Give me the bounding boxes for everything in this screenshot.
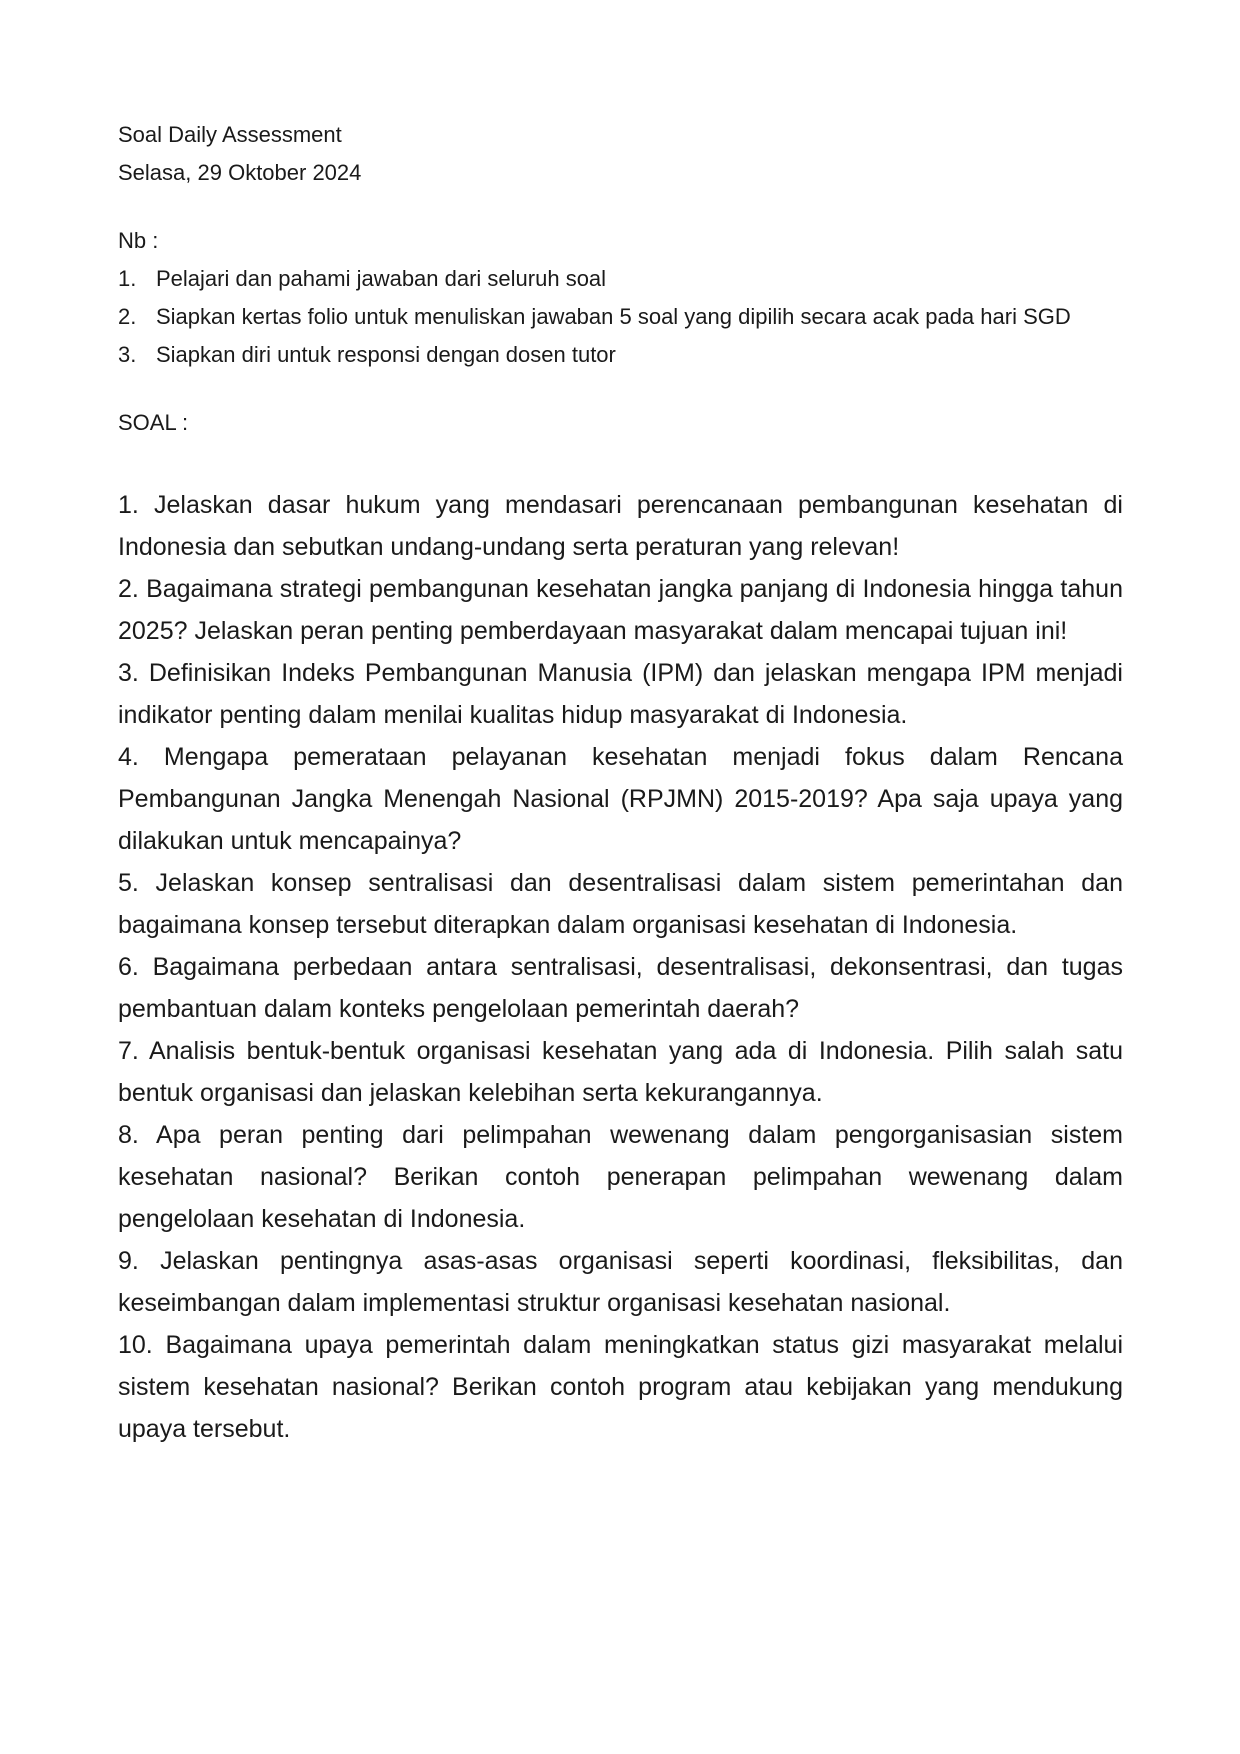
- question-item: 6. Bagaimana perbedaan antara sentralisasi, desentralisasi, dekonsentrasi, dan tugas pembantuan dalam konteks pengelolaan pemerintah daerah?: [118, 953, 1123, 1023]
- question-item: 10. Bagaimana upaya pemerintah dalam meningkatkan status gizi masyarakat melalui sistem kesehatan nasional? Berikan contoh program atau kebijakan yang mendukung upaya tersebut.: [118, 1331, 1123, 1443]
- question-item: 7. Analisis bentuk-bentuk organisasi kesehatan yang ada di Indonesia. Pilih salah satu bentuk organisasi dan jelaskan kelebihan serta kekurangannya.: [118, 1037, 1123, 1107]
- document-page: [118, 116, 1123, 1450]
- question-item: 1. Jelaskan dasar hukum yang mendasari perencanaan pembangunan kesehatan di Indonesia dan sebutkan undang-undang serta peraturan yang relevan!: [118, 491, 1123, 561]
- questions-label: SOAL :: [118, 410, 189, 435]
- document-title: Soal Daily Assessment: [118, 122, 342, 147]
- note-number: 3.: [118, 342, 137, 367]
- notes-label: Nb :: [118, 228, 159, 253]
- question-item: 5. Jelaskan konsep sentralisasi dan desentralisasi dalam sistem pemerintahan dan bagaimana konsep tersebut diterapkan dalam organisasi kesehatan di Indonesia.: [118, 869, 1123, 939]
- notes-list: [118, 260, 1123, 374]
- note-text: Siapkan kertas folio untuk menuliskan jawaban 5 soal yang dipilih secara acak pada hari SGD: [156, 304, 1071, 329]
- note-item: [118, 298, 1123, 336]
- note-number: 1.: [118, 266, 137, 291]
- question-item: 9. Jelaskan pentingnya asas-asas organisasi seperti koordinasi, fleksibilitas, dan keseimbangan dalam implementasi struktur organisasi kesehatan nasional.: [118, 1247, 1123, 1317]
- note-item: [118, 336, 1123, 374]
- document-date: Selasa, 29 Oktober 2024: [118, 160, 362, 185]
- question-item: 4. Mengapa pemerataan pelayanan kesehatan menjadi fokus dalam Rencana Pembangunan Jangka Menengah Nasional (RPJMN) 2015-2019? Apa saja upaya yang dilakukan untuk mencapainya?: [118, 743, 1123, 855]
- questions-list: [118, 484, 1123, 1450]
- note-text: Pelajari dan pahami jawaban dari seluruh soal: [156, 266, 607, 291]
- question-item: 8. Apa peran penting dari pelimpahan wewenang dalam pengorganisasian sistem kesehatan nasional? Berikan contoh penerapan pelimpahan wewenang dalam pengelolaan kesehatan di Indonesia.: [118, 1121, 1123, 1233]
- question-item: 3. Definisikan Indeks Pembangunan Manusia (IPM) dan jelaskan mengapa IPM menjadi indikator penting dalam menilai kualitas hidup masyarakat di Indonesia.: [118, 659, 1123, 729]
- question-item: 2. Bagaimana strategi pembangunan kesehatan jangka panjang di Indonesia hingga tahun 2025? Jelaskan peran penting pemberdayaan masyarakat dalam mencapai tujuan ini!: [118, 575, 1123, 645]
- note-item: [118, 260, 1123, 298]
- note-number: 2.: [118, 304, 137, 329]
- note-text: Siapkan diri untuk responsi dengan dosen tutor: [156, 342, 616, 367]
